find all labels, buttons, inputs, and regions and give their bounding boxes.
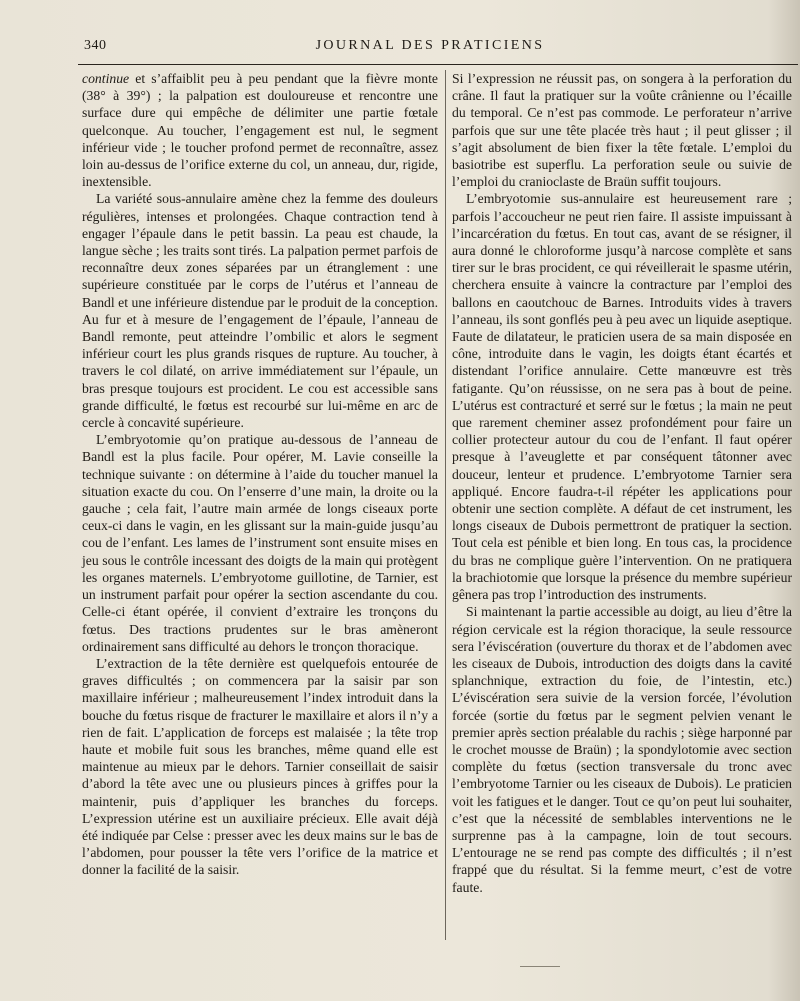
- left-paragraph-1-text: et s’affaiblit peu à peu pendant que la fièvre monte (38° à 39°) ; la palpation est douloureuse et rencontre une surface dure qui empêche de délimiter une partie fœtale quelconque. Au toucher, l’engagement est nul, le segment inférieur vide ; le toucher profond permet de reconnaître, assez loin au-dessus de l’orifice externe du col, un anneau, dur, rigide, inextensible.: [82, 71, 438, 190]
- journal-title: JOURNAL DES PRATICIENS: [315, 38, 545, 53]
- italic-word: continue: [82, 71, 130, 86]
- right-paragraph-3: Si maintenant la partie accessible au doigt, au lieu d’être la région cervicale est la région thoracique, la seule ressource sera l’éviscération (ouverture du thorax et de l’abdomen avec les ciseaux de Dubois, introduction des doigts dans la cavité splanchnique, extraction du foie, de l’intestin, etc.) L’éviscération sera suivie de la version forcée, l’évolution forcée (sortie du fœtus par le segment pelvien venant le premier après section préalable du rachis ; siège harponné par le crochet mousse de Braün) ; la spondylotomie avec section complète du fœtus (section transversale du tronc avec l’embryotome Tarnier ou les ciseaux de Dubois). Le praticien voit les fatigues et le danger. Tout ce qu’on peut lui souhaiter, c’est que la nécessité de semblables interventions ne le surprenne pas à la campagne, loin de tout secours. L’entourage ne se rend pas compte des difficultés ; il n’est frappé que du résultat. Si la femme meurt, c’est de votre faute.: [452, 604, 792, 895]
- page-header: [0, 38, 800, 62]
- right-paragraph-2: L’embryotomie sus-annulaire est heureusement rare ; parfois l’accoucheur ne peut rien faire. Il assiste impuissant à l’incarcération du fœtus. En tout cas, avant de se résigner, il aura donné le chloroforme jusqu’à narcose complète et sans tirer sur le bras procident, ce qui réveillerait le spasme utérin, cherchera ensuite à vaincre la contracture par l’emploi des ballons en caoutchouc de Barnes. Introduits vides à travers l’anneau, ils sont gonflés peu à peu avec un liquide aseptique. Faute de dilatateur, le praticien usera de sa main disposée en cône, introduite dans le vagin, les doigts étant écartés et distendant l’orifice annulaire. Cette manœuvre est très fatigante. Qu’on réussisse, on ne sera pas à bout de peine. L’utérus est contracturé et serré sur le fœtus ; la main ne peut que rarement cheminer assez profondément pour faire un collier protecteur autour du cou de l’enfant. Il faut opérer presque à l’aveuglette et par conséquent tâtonner avec douceur, lenteur et prudence. L’embryotome Tarnier sera appliqué. Encore faudra-t-il répéter les applications pour obtenir une section complète. A défaut de cet instrument, les longs ciseaux de Dubois permettront de pratiquer la section. Tout cela est pénible et bien long. En tous cas, la procidence du bras ne complique guère l’intervention. On ne pratiquera la brachiotomie que lorsque la présence du membre supérieur gênera pas trop l’introduction des instruments.: [452, 191, 792, 603]
- right-column: [452, 70, 792, 950]
- bottom-rule: [520, 966, 560, 967]
- right-paragraph-1: Si l’expression ne réussit pas, on songera à la perforation du crâne. Il faut la pratiquer sur la voûte crânienne ou l’écaille du temporal. Ce n’est pas commode. Le perforateur n’arrive parfois que sur une tête placée très haut ; il peut glisser ; il s’agit absolument de bien fixer la tête fœtale. L’emploi du basiotribe est superflu. La perforation seule ou suivie de l’emploi du cranioclaste de Braün suffit toujours.: [452, 71, 792, 190]
- left-paragraph-2: La variété sous-annulaire amène chez la femme des douleurs régulières, intenses et prolongées. Chaque contraction tend à engager l’épaule dans le petit bassin. La peau est chaude, la langue sèche ; les traits sont tirés. La palpation permet parfois de reconnaître deux zones séparées par un étranglement : une supérieure constituée par le corps de l’utérus et l’anneau de Bandl et une inférieure distendue par le produit de la conception. Au fur et à mesure de l’engagement de l’épaule, l’anneau de Bandl remonte, peut atteindre l’ombilic et alors le segment inférieur court les plus grands risques de rupture. Au toucher, à travers le col dilaté, on arrive immédiatement sur l’épaule, un bras presque toujours est procident. Le cou est accessible sans grande difficulté, le fœtus est recourbé sur lui-même en arc de cercle à concavité supérieure.: [82, 191, 438, 431]
- left-paragraph-1: [82, 70, 438, 190]
- left-column: [82, 70, 438, 879]
- left-paragraph-4: L’extraction de la tête dernière est quelquefois entourée de graves difficultés ; on commencera par la saisir par son maxillaire inférieur ; malheureusement l’index introduit dans la bouche du fœtus risque de fracturer le maxillaire et alors il n’y a rien de fait. L’application de forceps est malaisée ; la tête trop haute et mobile fuit sous les branches, même quand elle est maintenue au mieux par le dehors. Tarnier conseillait de saisir d’abord la tête avec une ou plusieurs pinces à griffes pour la maintenir, puis d’appliquer les branches du forceps. L’expression utérine est un auxiliaire précieux. Elle avait déjà été indiquée par Celse : presser avec les deux mains sur le bas de l’abdomen, pour pousser la tête vers l’orifice de la matrice et donner la facilité de la saisir.: [82, 655, 438, 878]
- header-rule: [78, 64, 798, 65]
- left-paragraph-3: L’embryotomie qu’on pratique au-dessous de l’anneau de Bandl est la plus facile. Pour opérer, M. Lavie conseille la technique suivante : on détermine à l’aide du toucher manuel la situation exacte du cou. On l’enserre d’une main, la droite ou la gauche ; cela fait, l’autre main armée de longs ciseaux porte ceux-ci dans le vagin, en les glissant sur la main-guide jusqu’au cou de l’enfant. Les lames de l’instrument sont ensuite mises en jeu sous le contrôle incessant des doigts de la main qui protègent les organes maternels. L’embryotome guillotine, de Tarnier, est un instrument parfait pour opérer la section ascendante du cou. Celle-ci étant opérée, il convient d’extraire les tronçons du fœtus. Des tractions prudentes sur le bras amèneront ordinairement sans difficulté au dehors le tronçon thoracique.: [82, 432, 438, 654]
- column-divider: [445, 70, 446, 940]
- page-number: 340: [84, 38, 107, 53]
